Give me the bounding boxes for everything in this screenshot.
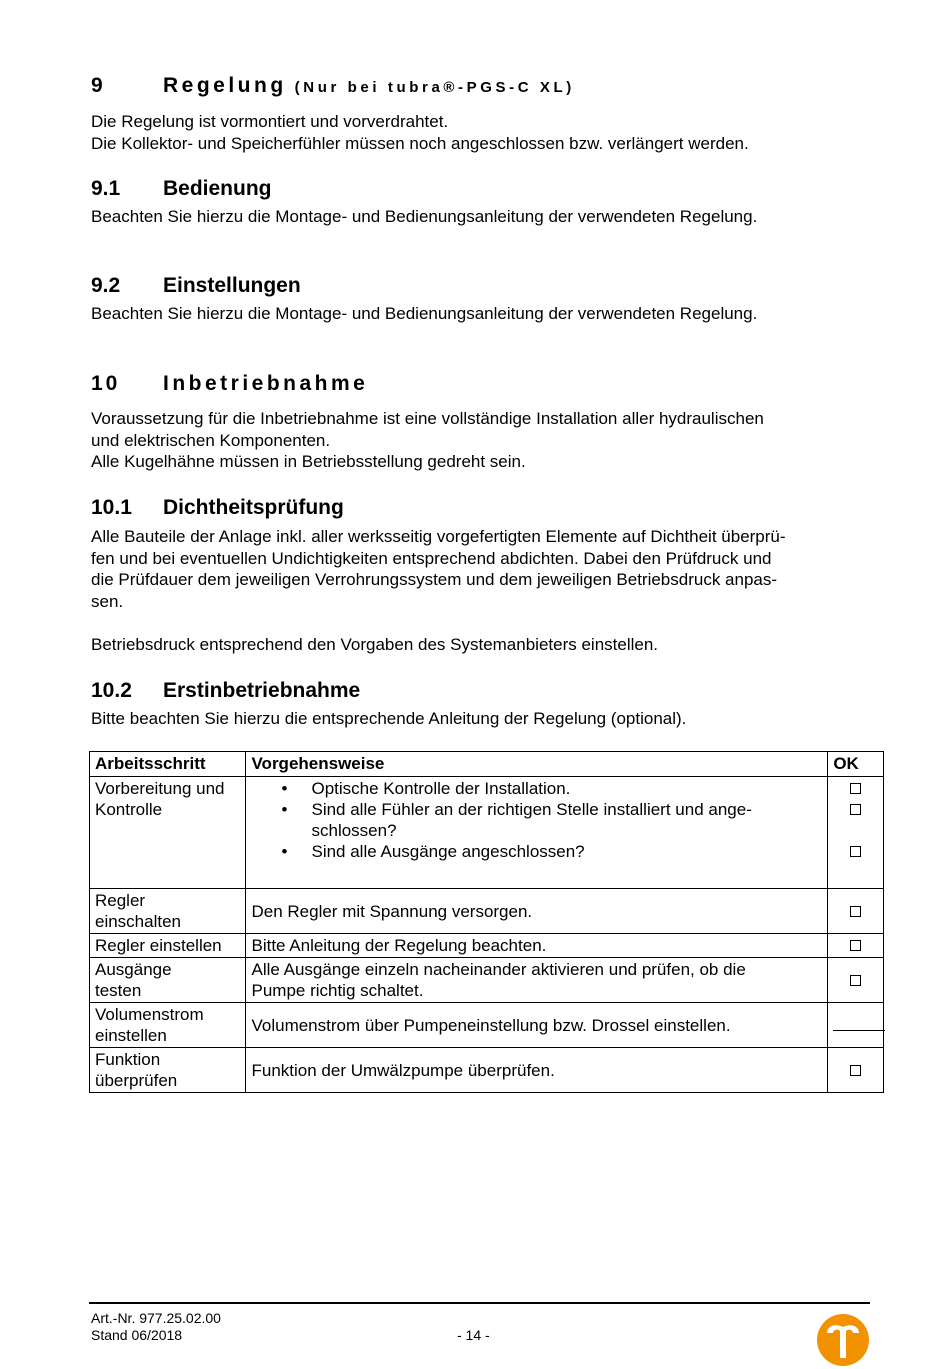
step-cell: Vorbereitung und Kontrolle [90,777,246,889]
section-10-text: Voraussetzung für die Inbetriebnahme ist eine vollständige Installation aller hydraulischen und elektrischen Komponenten. Alle Kugelhähne müssen in Betriebsstellung gedreht sein. [91,409,764,471]
section-9-1-heading: 9.1 Bedienung [91,177,272,200]
step-cell: Regler einschalten [90,889,246,934]
section-9-text: Die Regelung ist vormontiert und vorverdrahtet. Die Kollektor- und Speicherfühler müssen noch angeschlossen bzw. verlängert werden. [91,112,749,153]
section-10-1-heading: 10.1 Dichtheitsprüfung [91,496,344,519]
value-blank-line[interactable] [833,1018,885,1031]
procedure-cell: Bitte Anleitung der Regelung beachten. [246,934,828,958]
page-number: - 14 - [457,1327,490,1343]
header-step: Arbeitsschritt [90,752,246,777]
table-row [90,889,884,934]
list-item: • Sind alle Fühler an der richtigen Stelle installiert und ange- schlossen? [251,799,822,841]
procedure-bullet-list [251,778,822,862]
step-cell: Regler einstellen [90,934,246,958]
step-cell: Volumenstrom einstellen [90,1003,246,1048]
ok-checkbox[interactable] [850,1065,861,1076]
section-9-1-text: Beachten Sie hierzu die Montage- und Bedienungsanleitung der verwendeten Regelung. [91,207,758,226]
table-row [90,958,884,1003]
section-10-1-text: Alle Bauteile der Anlage inkl. aller werksseitig vorgefertigten Elemente auf Dichtheit überprü- fen und bei eventuellen Undichtigkeiten entsprechend abdichten. Dabei den Prüfdruck und die Prüfdauer dem jeweiligen Verrohrungssystem und dem jeweiligen Betriebsdruck anpas- sen. Betriebsdruck entsprechend den Vorgaben des Systemanbieters einstellen. [91,527,786,654]
table-row [90,777,884,889]
ok-cell [828,1003,884,1048]
step-cell: Ausgänge testen [90,958,246,1003]
ok-checkbox[interactable] [850,846,861,857]
section-9-2-text: Beachten Sie hierzu die Montage- und Bedienungsanleitung der verwendeten Regelung. [91,304,758,323]
ok-cell [828,889,884,934]
table-header-row [90,752,884,777]
ok-cell [828,934,884,958]
footer-divider [89,1302,870,1304]
procedure-cell: Volumenstrom über Pumpeneinstellung bzw. Drossel einstellen. [246,1003,828,1048]
procedure-cell: Funktion der Umwälzpumpe überprüfen. [246,1048,828,1093]
header-procedure: Vorgehensweise [246,752,828,777]
section-10-heading: 10 Inbetriebnahme [91,372,369,395]
ok-checkbox[interactable] [850,804,861,815]
section-10-2-text: Bitte beachten Sie hierzu die entsprechende Anleitung der Regelung (optional). [91,709,687,728]
ok-checkbox[interactable] [850,940,861,951]
section-9-heading: 9 Regelung (Nur bei tubra®-PGS-C XL) [91,74,575,97]
procedure-cell: Alle Ausgänge einzeln nacheinander aktivieren und prüfen, ob die Pumpe richtig schaltet. [246,958,828,1003]
procedure-cell: Den Regler mit Spannung versorgen. [246,889,828,934]
step-cell: Funktion überprüfen [90,1048,246,1093]
table-row [90,1048,884,1093]
list-item: • Sind alle Ausgänge angeschlossen? [251,841,822,862]
revision-date: Stand 06/2018 [91,1327,183,1343]
procedure-cell [246,777,828,889]
list-item: • Optische Kontrolle der Installation. [251,778,822,799]
article-number: Art.-Nr. 977.25.02.00 [91,1310,221,1326]
brand-logo-icon [817,1314,869,1366]
ok-checkbox[interactable] [850,975,861,986]
table-row [90,1003,884,1048]
ok-checkbox[interactable] [850,783,861,794]
section-9-2-heading: 9.2 Einstellungen [91,274,301,297]
commissioning-table [89,751,884,1093]
ok-checkbox[interactable] [850,906,861,917]
ok-cell [828,1048,884,1093]
header-ok: OK [828,752,884,777]
table-row [90,934,884,958]
ok-cell [828,777,884,889]
section-9-subtitle: (Nur bei tubra®-PGS-C XL) [294,79,575,96]
ok-cell [828,958,884,1003]
section-10-2-heading: 10.2 Erstinbetriebnahme [91,679,361,702]
